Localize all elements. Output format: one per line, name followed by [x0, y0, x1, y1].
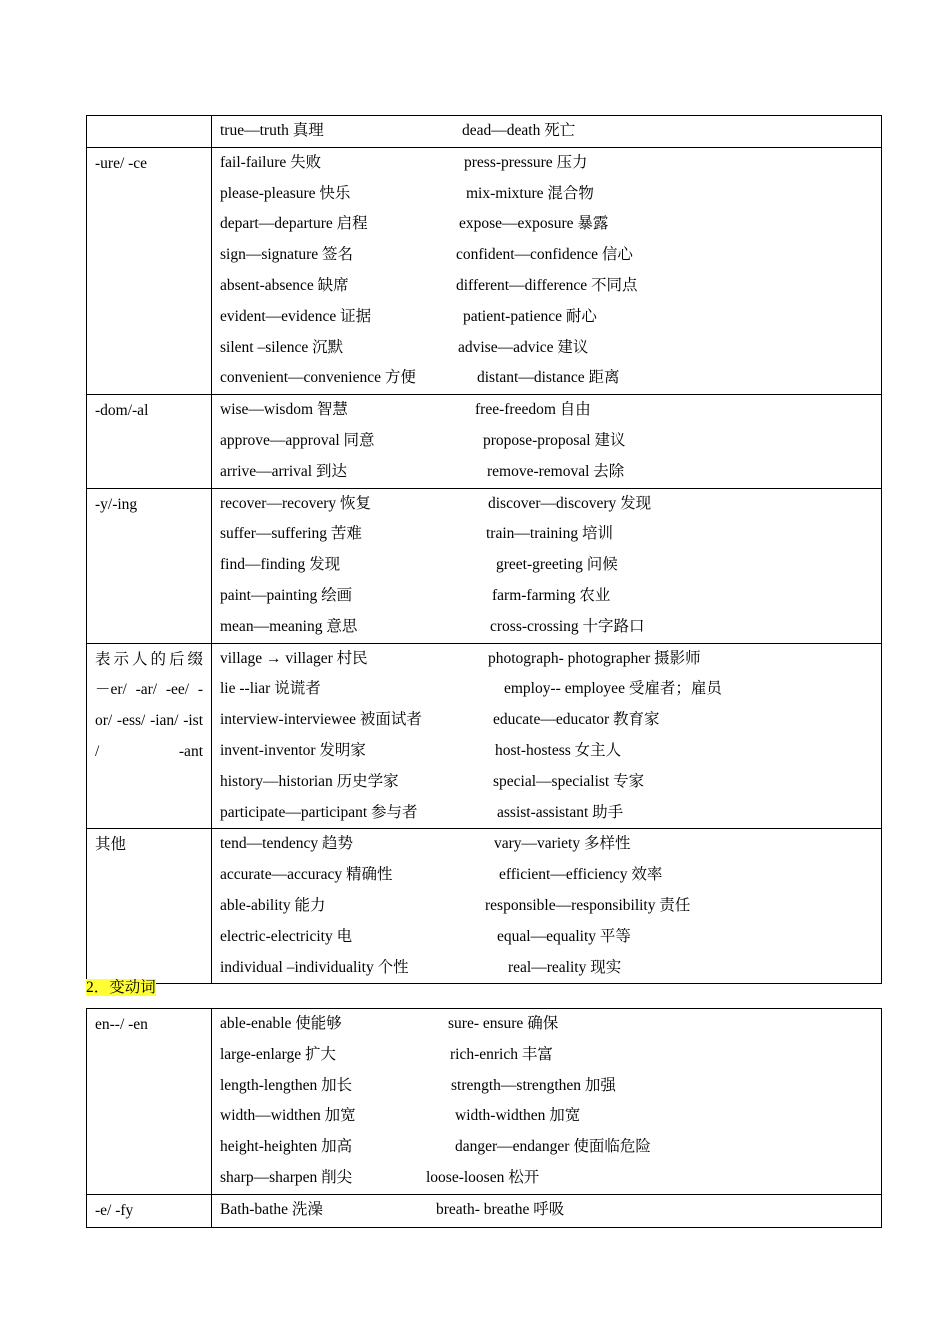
- word-left: arrive—arrival 到达: [220, 462, 347, 480]
- word-right: breath- breathe 呼吸: [436, 1200, 565, 1218]
- word-pair: [220, 179, 881, 210]
- word-left: participate—participant 参与者: [220, 803, 418, 821]
- word-pair: [220, 489, 881, 520]
- word-pair: [220, 860, 881, 891]
- suffix-cell: -dom/-al: [87, 395, 212, 488]
- word-cell: [212, 395, 882, 488]
- word-right: equal—equality 平等: [497, 927, 631, 945]
- word-right: remove-removal 去除: [487, 462, 625, 480]
- word-pair: [220, 519, 881, 550]
- word-right: patient-patience 耐心: [463, 307, 597, 325]
- word-right: train—training 培训: [486, 525, 613, 543]
- word-left: accurate—accuracy 精确性: [220, 866, 393, 884]
- word-pair: [220, 363, 881, 394]
- word-pair: [220, 736, 881, 767]
- word-pair: [220, 767, 881, 798]
- word-pair: [220, 581, 881, 612]
- suffix-cell: en--/ -en: [87, 1009, 212, 1195]
- verb-suffix-table: [86, 1008, 882, 1228]
- word-right: special—specialist 专家: [493, 772, 645, 790]
- word-pair: [220, 302, 881, 333]
- word-right: educate—educator 教育家: [493, 711, 660, 729]
- word-cell: [212, 488, 882, 643]
- word-left: absent-absence 缺席: [220, 276, 349, 294]
- word-right: assist-assistant 助手: [497, 803, 624, 821]
- word-pair: [220, 612, 881, 643]
- word-left: large-enlarge 扩大: [220, 1045, 337, 1063]
- word-right: rich-enrich 丰富: [450, 1045, 553, 1063]
- word-pair: [220, 1009, 881, 1040]
- word-pair: [220, 240, 881, 271]
- word-left: evident—evidence 证据: [220, 307, 372, 325]
- word-pair: [220, 426, 881, 457]
- word-left: convenient—convenience 方便: [220, 369, 416, 387]
- word-left: silent –silence 沉默: [220, 338, 344, 356]
- word-pair: [220, 457, 881, 488]
- word-pair: [220, 829, 881, 860]
- word-cell: [212, 1009, 882, 1195]
- word-pair: [220, 891, 881, 922]
- word-right: strength—strengthen 加强: [451, 1076, 616, 1094]
- word-left: depart—departure 启程: [220, 215, 368, 233]
- word-left: sharp—sharpen 削尖: [220, 1168, 353, 1186]
- word-left: height-heighten 加高: [220, 1138, 353, 1156]
- table-row: [87, 643, 882, 829]
- word-left: wise—wisdom 智慧: [220, 401, 348, 419]
- word-right: efficient—efficiency 效率: [499, 866, 663, 884]
- word-right: photograph- photographer 摄影师: [488, 649, 701, 667]
- word-pair: [220, 1163, 881, 1194]
- word-right: greet-greeting 问候: [496, 556, 618, 574]
- word-left: find—finding 发现: [220, 556, 341, 574]
- word-left: please-pleasure 快乐: [220, 184, 351, 202]
- word-left: Bath-bathe 洗澡: [220, 1200, 323, 1218]
- word-left: suffer—suffering 苦难: [220, 525, 362, 543]
- word-right: mix-mixture 混合物: [466, 184, 594, 202]
- word-right: propose-proposal 建议: [483, 431, 626, 449]
- word-pair: [220, 1071, 881, 1102]
- word-left: invent-inventor 发明家: [220, 741, 366, 759]
- suffix-cell: [87, 116, 212, 148]
- word-pair: [220, 674, 881, 705]
- word-cell: [212, 147, 882, 394]
- word-right: press-pressure 压力: [464, 153, 588, 171]
- word-right: cross-crossing 十字路口: [490, 617, 645, 635]
- word-left: tend—tendency 趋势: [220, 835, 354, 853]
- word-left: able-ability 能力: [220, 896, 326, 914]
- word-pair: [220, 705, 881, 736]
- word-pair: [220, 1132, 881, 1163]
- word-right: confident—confidence 信心: [456, 246, 633, 264]
- word-right: free-freedom 自由: [475, 401, 591, 419]
- word-right: sure- ensure 确保: [448, 1015, 559, 1032]
- word-left: interview-interviewee 被面试者: [220, 711, 422, 729]
- word-left: lie --liar 说谎者: [220, 680, 321, 698]
- word-right: real—reality 现实: [508, 958, 622, 976]
- table-row: [87, 1009, 882, 1195]
- table-row: [87, 1194, 882, 1227]
- word-right: host-hostess 女主人: [495, 741, 622, 759]
- word-cell: [212, 1194, 882, 1227]
- word-right: farm-farming 农业: [492, 586, 611, 604]
- word-pair: [220, 1195, 881, 1226]
- word-pair: [220, 922, 881, 953]
- word-cell: [212, 829, 882, 984]
- word-left: electric-electricity 电: [220, 927, 353, 945]
- word-pair: [220, 209, 881, 240]
- word-right: loose-loosen 松开: [426, 1168, 540, 1186]
- word-left: approve—approval 同意: [220, 431, 375, 449]
- table-row: [87, 829, 882, 984]
- word-pair: [220, 333, 881, 364]
- word-right: employ-- employee 受雇者；雇员: [504, 680, 722, 698]
- word-left: individual –individuality 个性: [220, 958, 409, 976]
- word-right: different—difference 不同点: [456, 276, 638, 294]
- word-left: sign—signature 签名: [220, 246, 354, 264]
- word-right: expose—exposure 暴露: [459, 215, 609, 233]
- word-pair: [220, 395, 881, 426]
- table-row: [87, 395, 882, 488]
- word-right: width-widthen 加宽: [455, 1107, 581, 1125]
- word-pair: [220, 1101, 881, 1132]
- word-left: history—historian 历史学家: [220, 772, 399, 790]
- word-pair: [220, 953, 881, 984]
- suffix-cell: 其他: [87, 829, 212, 984]
- word-pair: [220, 116, 881, 147]
- word-left: able-enable 使能够: [220, 1015, 342, 1032]
- word-right: advise—advice 建议: [458, 338, 589, 356]
- word-pair: [220, 148, 881, 179]
- word-pair: [220, 644, 881, 675]
- word-left: fail-failure 失败: [220, 153, 322, 171]
- word-left: paint—painting 绘画: [220, 586, 353, 604]
- section-heading-verbs: 2．变动词: [86, 979, 156, 996]
- word-left: recover—recovery 恢复: [220, 494, 372, 512]
- table-row: [87, 116, 882, 148]
- word-cell: [212, 643, 882, 829]
- word-left: village → villager 村民: [220, 649, 368, 667]
- word-right: danger—endanger 使面临危险: [455, 1138, 651, 1156]
- suffix-cell: -y/-ing: [87, 488, 212, 643]
- word-left: true—truth 真理: [220, 122, 324, 139]
- word-left: mean—meaning 意思: [220, 617, 358, 635]
- word-right: dead—death 死亡: [462, 122, 576, 139]
- word-right: discover—discovery 发现: [488, 494, 652, 512]
- word-right: vary—variety 多样性: [494, 835, 631, 853]
- table-row: [87, 488, 882, 643]
- table-row: [87, 147, 882, 394]
- word-right: distant—distance 距离: [477, 369, 620, 387]
- word-left: length-lengthen 加长: [220, 1076, 353, 1094]
- word-pair: [220, 1040, 881, 1071]
- noun-suffix-table: [86, 115, 882, 984]
- suffix-cell: 表示人的后缀 －er/ -ar/ -ee/ -or/ -ess/ -ian/ -ist / -ant: [87, 643, 212, 829]
- word-pair: [220, 550, 881, 581]
- word-pair: [220, 271, 881, 302]
- word-cell: [212, 116, 882, 148]
- word-left: width—widthen 加宽: [220, 1107, 356, 1125]
- suffix-cell: -e/ -fy: [87, 1194, 212, 1227]
- suffix-cell: -ure/ -ce: [87, 147, 212, 394]
- word-pair: [220, 798, 881, 829]
- word-right: responsible—responsibility 责任: [485, 896, 691, 914]
